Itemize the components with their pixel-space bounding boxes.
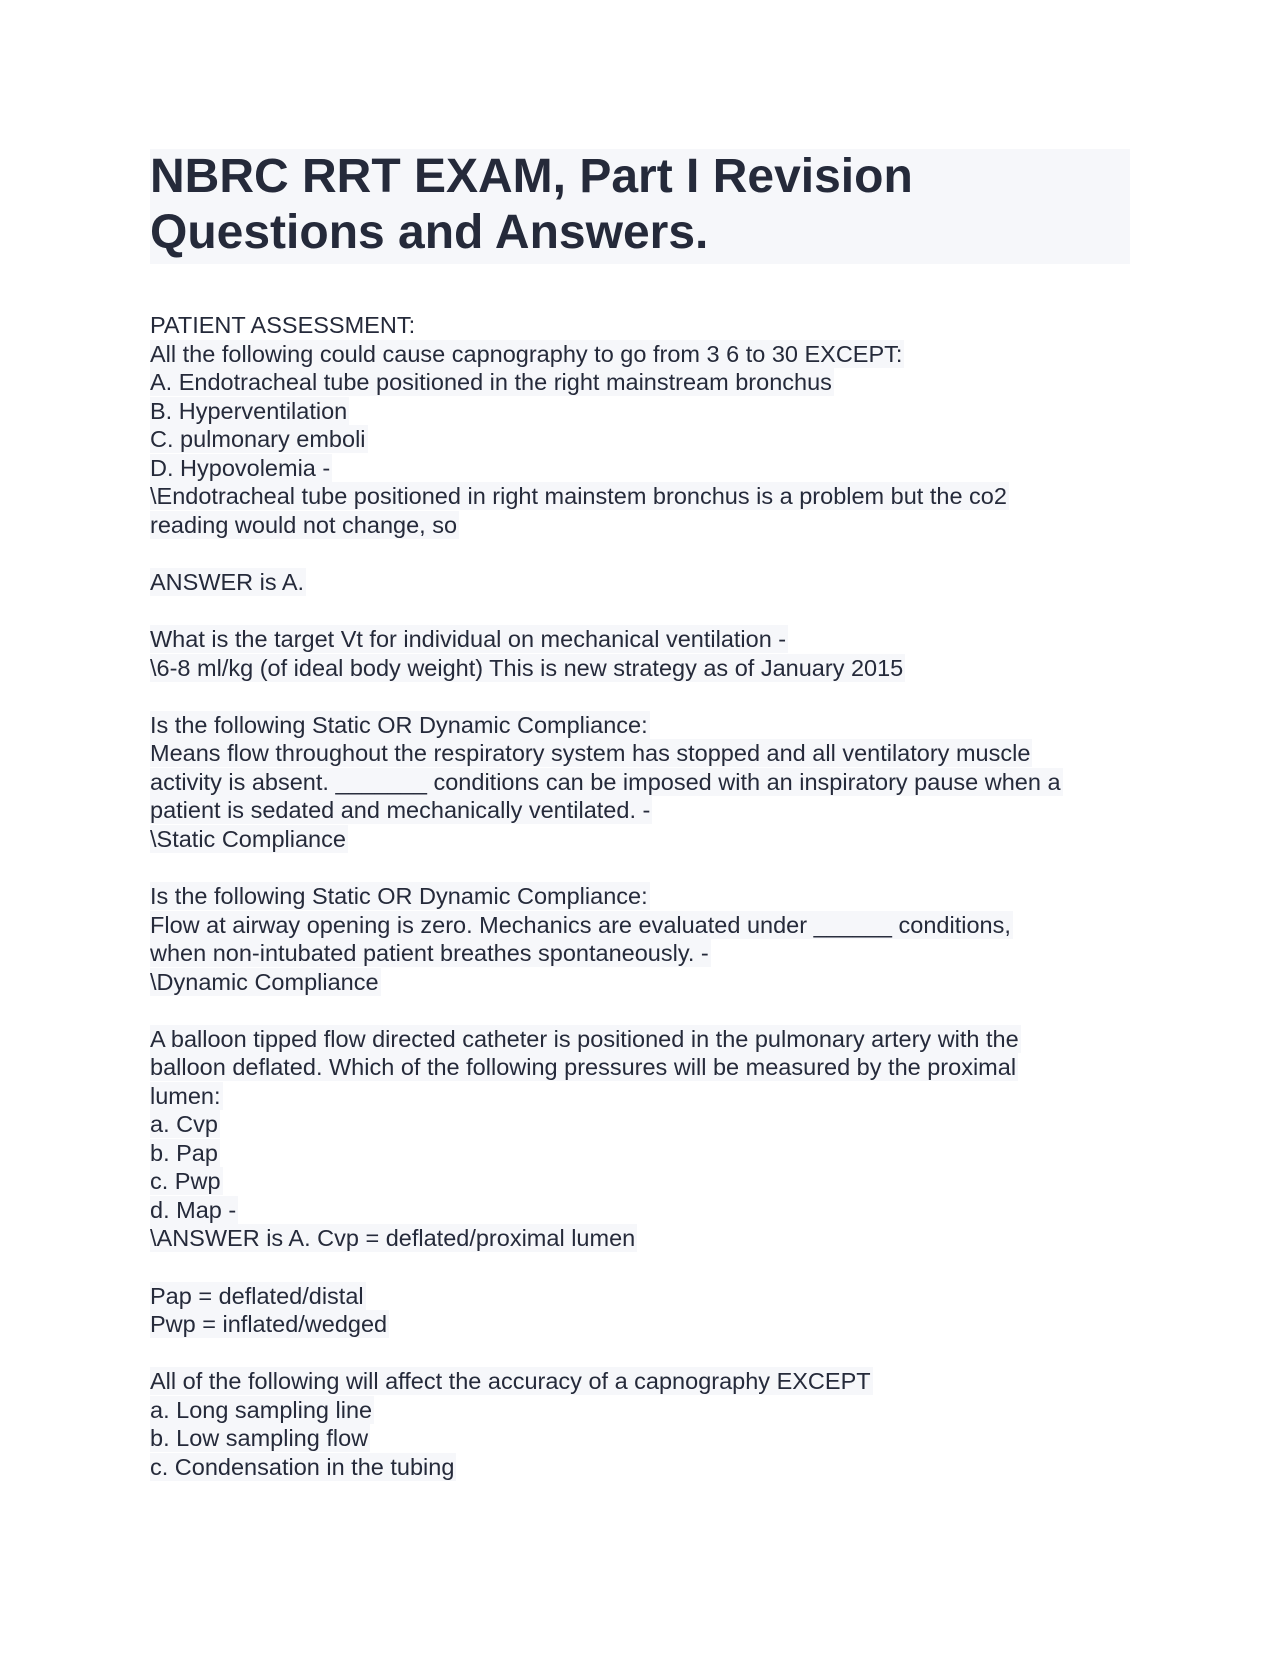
question-stem: All the following could cause capnography to go from 3 6 to 30 EXCEPT: [150, 341, 903, 367]
question-stem: Is the following Static OR Dynamic Compliance: [150, 712, 648, 738]
answer-option: c. Pwp [150, 1168, 221, 1194]
answer-option: d. Map - [150, 1197, 237, 1223]
question-stem: A balloon tipped flow directed catheter is positioned in the pulmonary artery with the [150, 1026, 1019, 1052]
explanation-line: reading would not change, so [150, 512, 458, 538]
answer-option: A. Endotracheal tube positioned in the right mainstream bronchus [150, 369, 832, 395]
title-line: Questions and Answers. [150, 206, 709, 259]
explanation-line: \Endotracheal tube positioned in right mainstem bronchus is a problem but the co2 [150, 483, 1007, 509]
title-line: NBRC RRT EXAM, Part I Revision [150, 150, 913, 203]
answer-line: \Dynamic Compliance [150, 969, 379, 995]
answer-option: b. Pap [150, 1140, 218, 1166]
note-line: Pwp = inflated/wedged [150, 1311, 388, 1337]
question-text: when non-intubated patient breathes spontaneously. - [150, 940, 709, 966]
question-text: activity is absent. _______ conditions can be imposed with an inspiratory pause when a [150, 769, 1061, 795]
question-stem: All of the following will affect the accuracy of a capnography EXCEPT [150, 1368, 871, 1394]
answer-line: \Static Compliance [150, 826, 346, 852]
answer-option: c. Condensation in the tubing [150, 1454, 455, 1480]
answer-line: ANSWER is A. [150, 569, 305, 595]
question-stem: What is the target Vt for individual on mechanical ventilation - [150, 626, 787, 652]
answer-option: D. Hypovolemia - [150, 455, 331, 481]
question-text: Flow at airway opening is zero. Mechanics are evaluated under ______ conditions, [150, 912, 1011, 938]
answer-option: b. Low sampling flow [150, 1425, 369, 1451]
answer-line: \ANSWER is A. Cvp = deflated/proximal lumen [150, 1225, 636, 1251]
explanation-line: \6-8 ml/kg (of ideal body weight) This is new strategy as of January 2015 [150, 655, 904, 681]
question-stem: Is the following Static OR Dynamic Compliance: [150, 883, 648, 909]
answer-option: a. Long sampling line [150, 1397, 373, 1423]
note-line: Pap = deflated/distal [150, 1283, 364, 1309]
question-text: balloon deflated. Which of the following pressures will be measured by the proximal [150, 1054, 1017, 1080]
answer-option: B. Hyperventilation [150, 398, 348, 424]
question-text: lumen: [150, 1083, 221, 1109]
section-heading: PATIENT ASSESSMENT: [150, 312, 416, 338]
question-text: Means flow throughout the respiratory system has stopped and all ventilatory muscle [150, 740, 1031, 766]
answer-option: C. pulmonary emboli [150, 426, 366, 452]
question-text: patient is sedated and mechanically ventilated. - [150, 797, 651, 823]
document-title [150, 149, 1130, 264]
answer-option: a. Cvp [150, 1111, 218, 1137]
